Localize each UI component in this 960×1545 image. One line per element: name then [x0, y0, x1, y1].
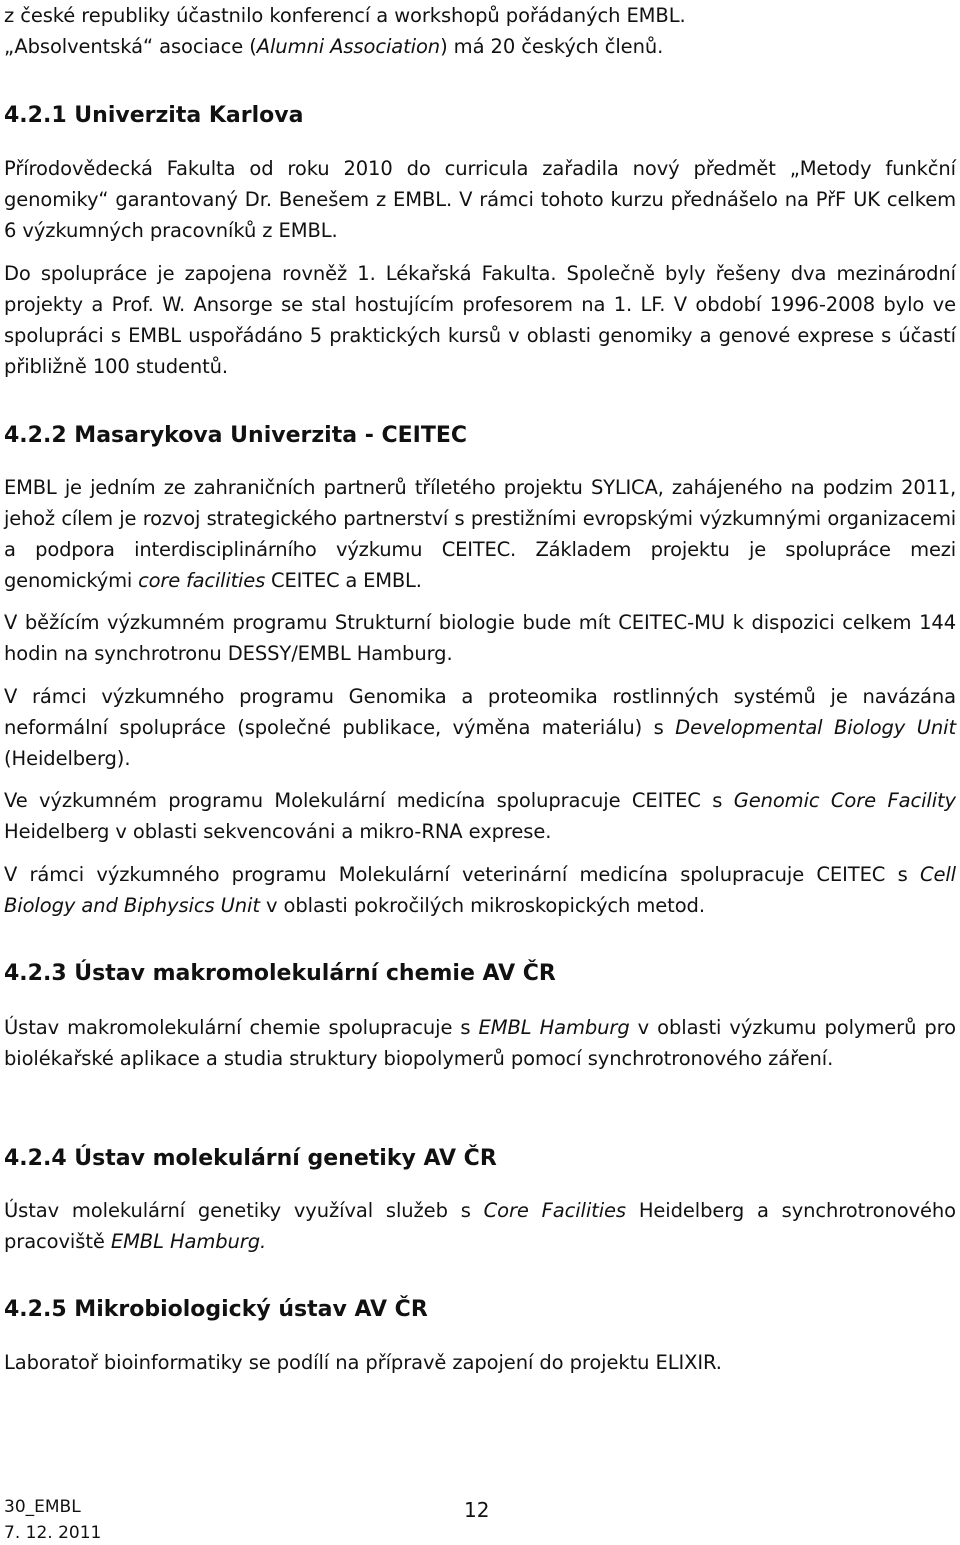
s424-p1-mid: Heidelberg a synchrotronového pracoviště	[4, 1199, 957, 1253]
s421-paragraph-1: Přírodovědecká Fakulta od roku 2010 do curricula zařadila nový předmět „Metody funkční genomiky“ garantovaný Dr. Benešem z EMBL. V rámci tohoto kurzu přednášelo na PřF UK celkem 6 výzkumných pracovníků z EMBL.	[4, 157, 956, 242]
s423-paragraph-1	[4, 1012, 956, 1074]
heading-4-2-2: 4.2.2 Masarykova Univerzita - CEITEC	[4, 423, 468, 448]
footer-date: 7. 12. 2011	[4, 1523, 102, 1543]
s424-paragraph-1	[4, 1195, 956, 1257]
s425-paragraph-1: Laboratoř bioinformatiky se podílí na přípravě zapojení do projektu ELIXIR.	[4, 1351, 722, 1374]
intro-line-1: z české republiky účastnilo konferencí a workshopů pořádaných EMBL.	[4, 4, 686, 27]
s422-p1-text: EMBL je jedním ze zahraničních partnerů tříletého projektu SYLICA, zahájeného na podzim 2011, jehož cílem je rozvoj strategického partnerství s prestižními evropskými výzkumnými organizacemi a podpora interdisciplinárního výzkumu CEITEC. Základem projektu je spolupráce mezi genomickými	[4, 476, 956, 592]
s422-p3-end: (Heidelberg).	[4, 747, 131, 770]
heading-4-2-4: 4.2.4 Ústav molekulární genetiky AV ČR	[4, 1146, 497, 1171]
heading-4-2-3: 4.2.3 Ústav makromolekulární chemie AV ČR	[4, 961, 556, 986]
s422-p5-italic: Cell Biology and Biphysics Unit	[4, 863, 956, 917]
intro-line-2-italic: Alumni Association	[256, 35, 441, 58]
intro-line-2b: ) má 20 českých členů.	[440, 35, 664, 58]
s422-p3-italic: Developmental Biology Unit	[675, 716, 957, 739]
s423-p1-italic: EMBL Hamburg	[478, 1016, 630, 1039]
s422-p1-end: CEITEC a EMBL.	[265, 569, 422, 592]
s424-p1-italic-2: EMBL Hamburg.	[110, 1230, 267, 1253]
heading-4-2-1: 4.2.1 Univerzita Karlova	[4, 103, 304, 128]
s424-p1-text: Ústav molekulární genetiky využíval služeb s	[4, 1199, 484, 1222]
s422-p4-text: Ve výzkumném programu Molekulární medicína spolupracuje CEITEC s	[4, 789, 734, 812]
s422-p5-text: V rámci výzkumného programu Molekulární veterinární medicína spolupracuje CEITEC s	[4, 863, 920, 886]
intro-line-2a: „Absolventská“ asociace (	[4, 35, 257, 58]
s422-paragraph-4	[4, 785, 956, 847]
s422-paragraph-1	[4, 472, 956, 596]
s421-paragraph-2: Do spolupráce je zapojena rovněž 1. Lékařská Fakulta. Společně byly řešeny dva mezinárodní projekty a Prof. W. Ansorge se stal hostujícím profesorem na 1. LF. V období 1996-2008 bylo ve spolupráci s EMBL uspořádáno 5 praktických kursů v oblasti genomiky a genové exprese s účastí přibližně 100 studentů.	[4, 262, 956, 378]
intro-paragraph	[4, 0, 956, 62]
heading-4-2-5: 4.2.5 Mikrobiologický ústav AV ČR	[4, 1297, 428, 1322]
s422-paragraph-2: V běžícím výzkumném programu Strukturní biologie bude mít CEITEC-MU k dispozici celkem 144 hodin na synchrotronu DESSY/EMBL Hamburg.	[4, 611, 956, 665]
s422-p4-end: Heidelberg v oblasti sekvencováni a mikro-RNA exprese.	[4, 820, 552, 843]
page-number: 12	[464, 1498, 490, 1522]
s422-p1-italic: core facilities	[138, 569, 266, 592]
s422-p4-italic: Genomic Core Facility	[733, 789, 957, 812]
s422-p5-end: v oblasti pokročilých mikroskopických metod.	[259, 894, 705, 917]
s423-p1-text: Ústav makromolekulární chemie spolupracuje s	[4, 1016, 479, 1039]
s424-p1-italic: Core Facilities	[483, 1199, 626, 1222]
s422-paragraph-3	[4, 681, 956, 774]
s422-p3-text: V rámci výzkumného programu Genomika a proteomika rostlinných systémů je navázána neformální spolupráce (společné publikace, výměna materiálu) s	[4, 685, 956, 739]
footer-doc-id: 30_EMBL	[4, 1497, 81, 1517]
s423-p1-end: v oblasti výzkumu polymerů pro biolékařské aplikace a studia struktury biopolymerů pomocí synchrotronového záření.	[4, 1016, 956, 1070]
s422-paragraph-5	[4, 859, 956, 921]
